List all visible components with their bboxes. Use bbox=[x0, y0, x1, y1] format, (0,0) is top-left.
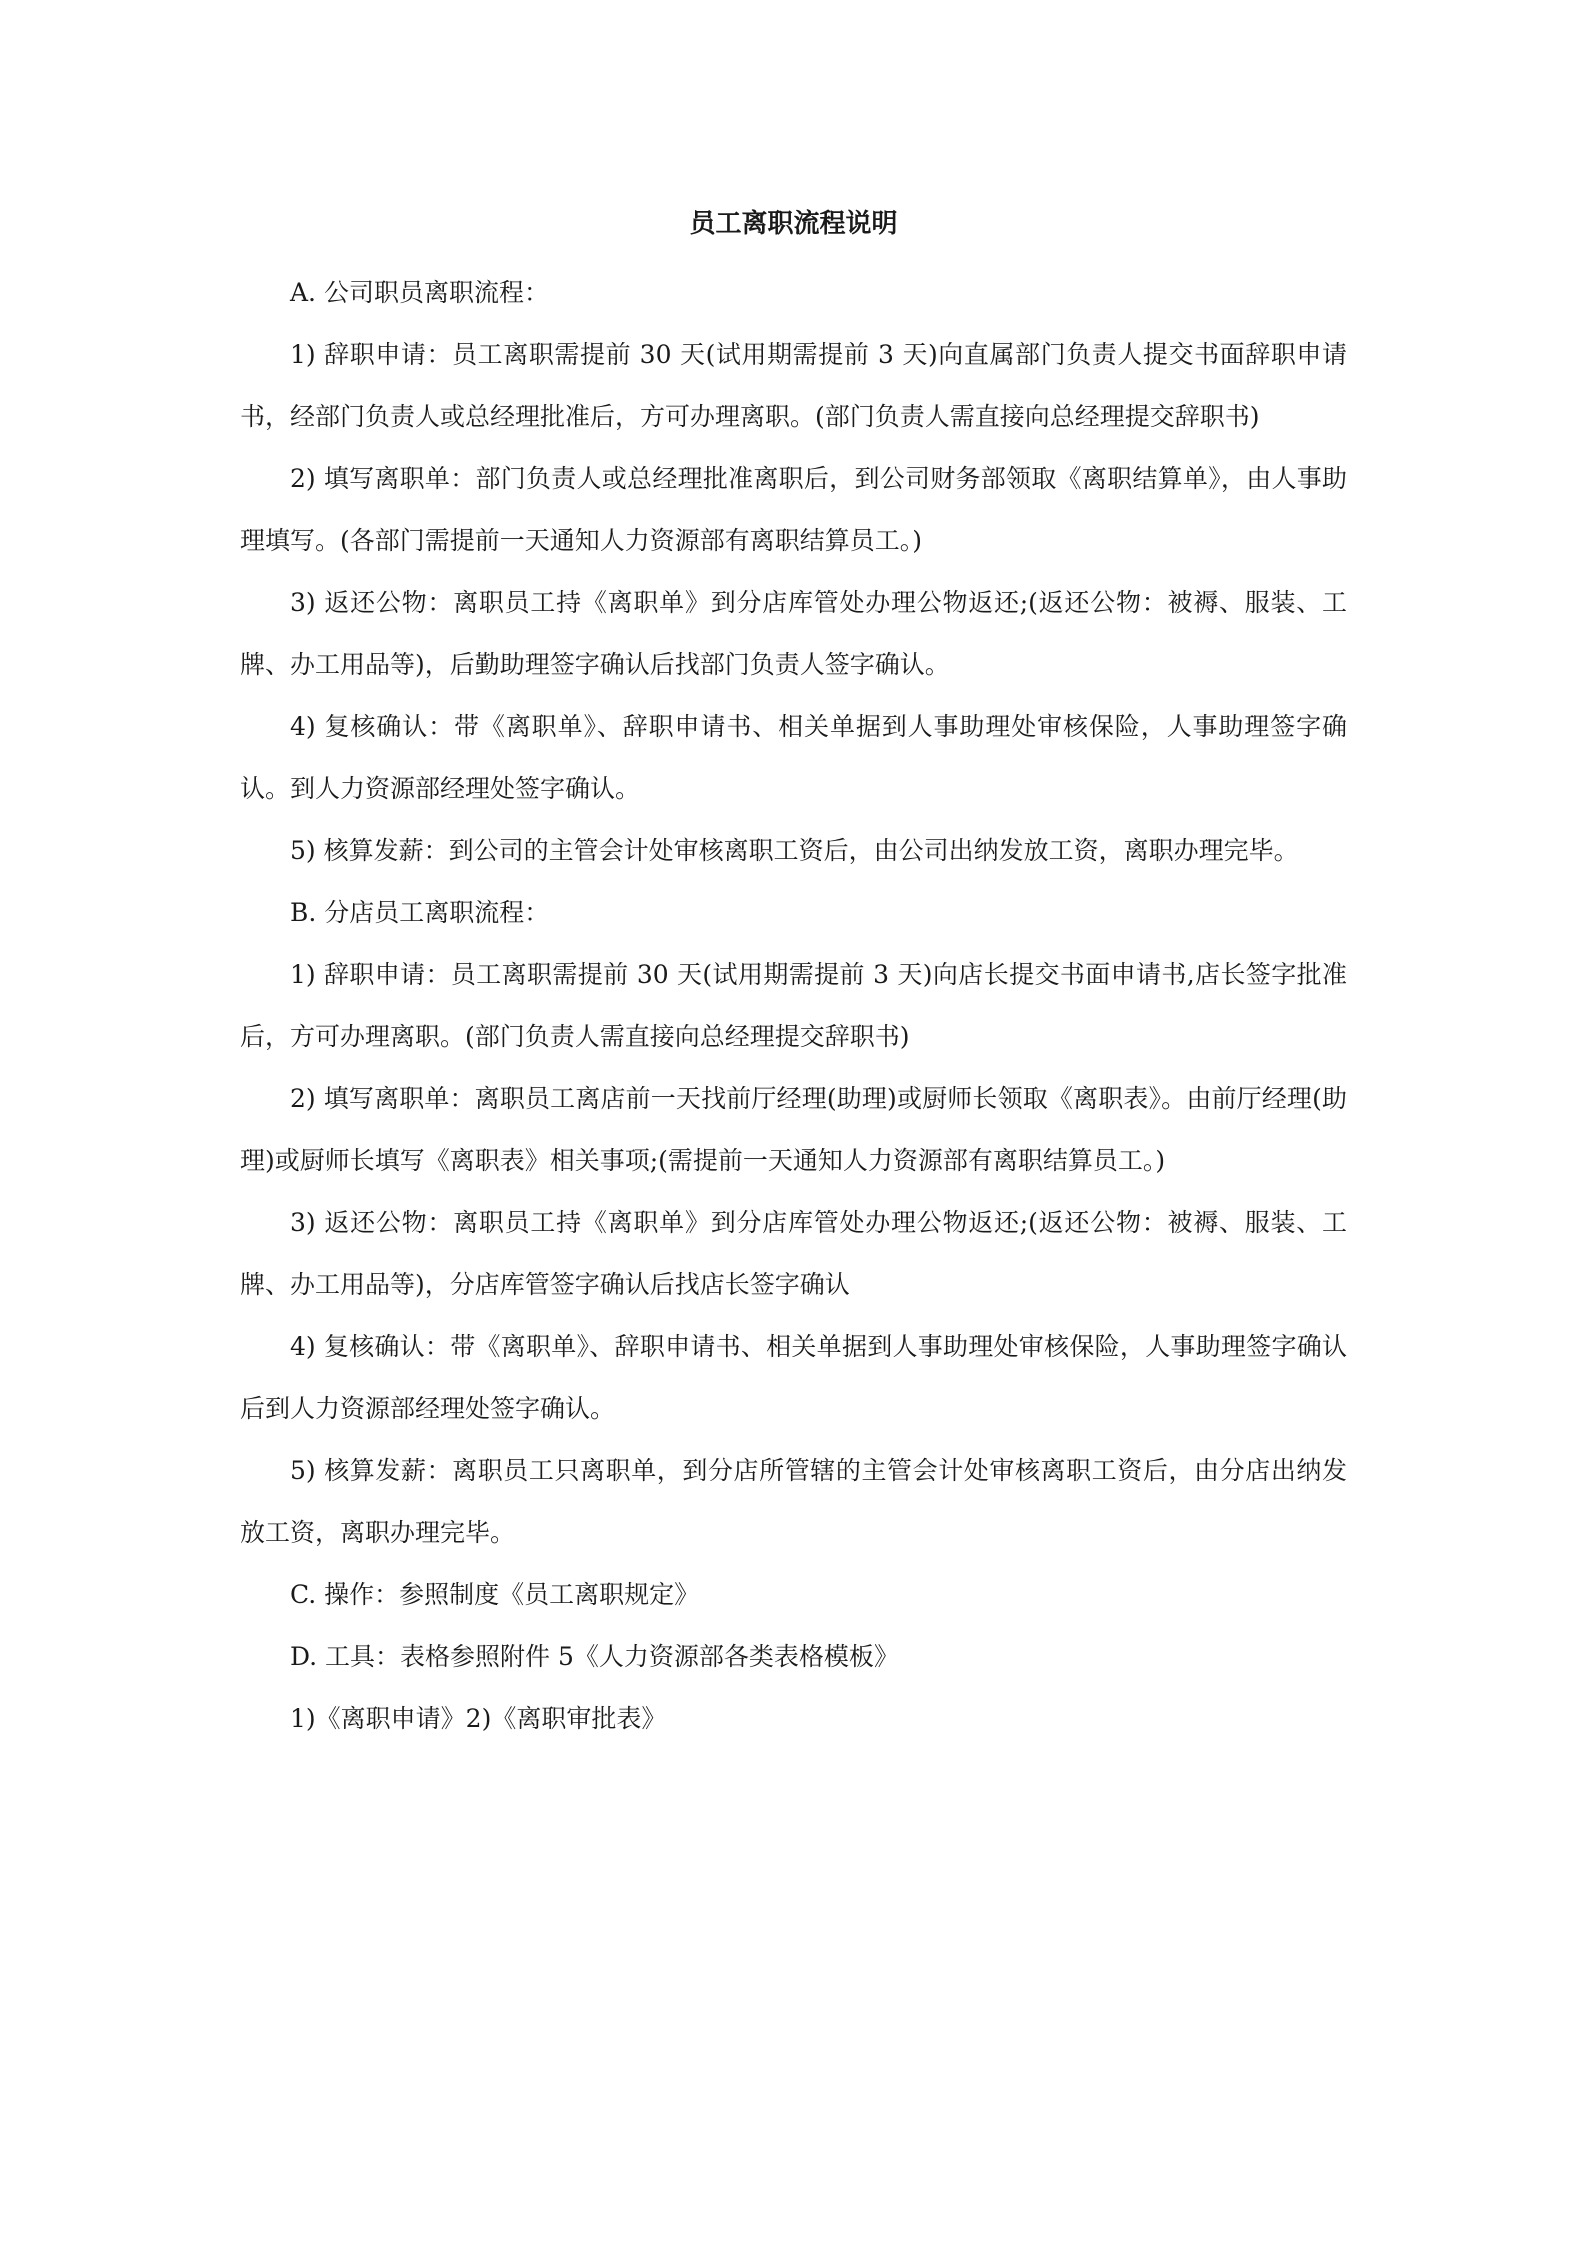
section-a-step-2: 2) 填写离职单：部门负责人或总经理批准离职后，到公司财务部领取《离职结算单》，由人事助理填写。(各部门需提前一天通知人力资源部有离职结算员工。) bbox=[240, 464, 1347, 555]
document-page bbox=[240, 200, 1347, 1750]
section-b-step-2: 2) 填写离职单：离职员工离店前一天找前厅经理(助理)或厨师长领取《离职表》。由前厅经理(助理)或厨师长填写《离职表》相关事项;(需提前一天通知人力资源部有离职结算员工。) bbox=[240, 1084, 1347, 1175]
section-a-step-1: 1) 辞职申请：员工离职需提前 30 天(试用期需提前 3 天)向直属部门负责人提交书面辞职申请书，经部门负责人或总经理批准后，方可办理离职。(部门负责人需直接向总经理提交辞职书) bbox=[240, 340, 1347, 431]
section-b-step-1: 1) 辞职申请：员工离职需提前 30 天(试用期需提前 3 天)向店长提交书面申请书,店长签字批准后，方可办理离职。(部门负责人需直接向总经理提交辞职书) bbox=[240, 960, 1347, 1051]
section-a-step-3: 3) 返还公物：离职员工持《离职单》到分店库管处办理公物返还;(返还公物：被褥、服装、工牌、办工用品等)，后勤助理签字确认后找部门负责人签字确认。 bbox=[240, 588, 1347, 679]
section-a-step-5: 5) 核算发薪：到公司的主管会计处审核离职工资后，由公司出纳发放工资，离职办理完毕。 bbox=[290, 836, 1299, 865]
section-d-tools: D. 工具：表格参照附件 5《人力资源部各类表格模板》 bbox=[290, 1642, 899, 1671]
section-a-heading: A. 公司职员离职流程： bbox=[290, 278, 549, 307]
form-list: 1)《离职申请》2)《离职审批表》 bbox=[290, 1704, 667, 1733]
section-b-step-4: 4) 复核确认：带《离职单》、辞职申请书、相关单据到人事助理处审核保险，人事助理签字确认后到人力资源部经理处签字确认。 bbox=[240, 1332, 1347, 1423]
section-a-step-4: 4) 复核确认：带《离职单》、辞职申请书、相关单据到人事助理处审核保险，人事助理签字确认。到人力资源部经理处签字确认。 bbox=[240, 712, 1347, 803]
document-title: 员工离职流程说明 bbox=[689, 209, 898, 239]
section-b-heading: B. 分店员工离职流程： bbox=[290, 898, 550, 927]
section-b-step-3: 3) 返还公物：离职员工持《离职单》到分店库管处办理公物返还;(返还公物：被褥、服装、工牌、办工用品等)，分店库管签字确认后找店长签字确认 bbox=[240, 1208, 1347, 1299]
section-b-step-5: 5) 核算发薪：离职员工只离职单，到分店所管辖的主管会计处审核离职工资后，由分店出纳发放工资，离职办理完毕。 bbox=[240, 1456, 1347, 1547]
section-c-operation: C. 操作：参照制度《员工离职规定》 bbox=[290, 1580, 700, 1609]
